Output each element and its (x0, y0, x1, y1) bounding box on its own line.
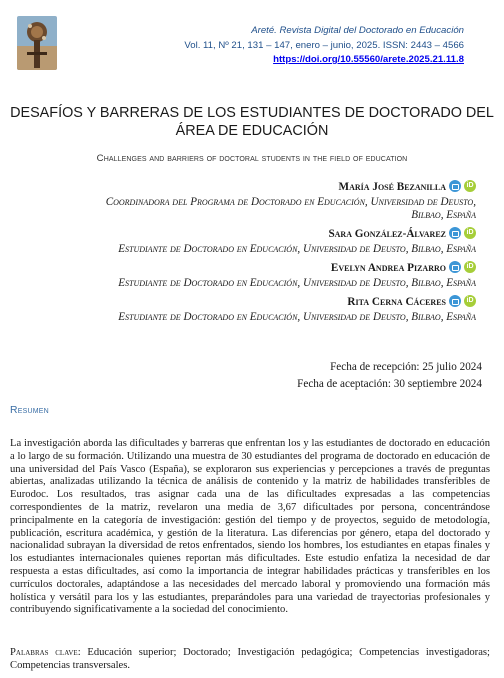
author-name: Evelyn Andrea Pizarro (330, 261, 446, 274)
paper-subtitle: Challenges and barriers of doctoral students in the field of education (96, 153, 408, 164)
email-icon[interactable] (449, 261, 461, 273)
paper-title-line-2: ÁREA DE EDUCACIÓN (175, 123, 329, 139)
author-list (6, 178, 476, 327)
abstract-heading: Resumen (10, 405, 49, 416)
author-name: Rita Cerna Cáceres (347, 295, 446, 308)
orcid-icon[interactable]: iD (464, 180, 476, 192)
journal-logo (17, 16, 57, 70)
author-name: María José Bezanilla (338, 180, 446, 193)
paper-title-line-1: DESAFÍOS Y BARRERAS DE LOS ESTUDIANTES DE DOCTORADO DEL (10, 105, 494, 121)
author-affiliation: Coordinadora del Programa de Doctorado en Educación, Universidad de Deusto, (105, 196, 476, 208)
accepted-date: Fecha de aceptación: 30 septiembre 2024 (297, 378, 482, 390)
keywords (10, 647, 490, 673)
abstract-text: La investigación aborda las dificultades y barreras que enfrentan los y las estudiantes de doctorado en educación a lo largo de su formación. Utilizando una muestra de 30 estudiantes del programa de doctorado en educación de una universidad del País Vasco (España), se exploraron sus experiencias y percepciones a través de preguntas abiertas, analizadas utilizando la técnica de análisis de contenido y la matriz de habilidades transferibles de Eurodoc. Los resultados, tras asignar cada una de las dificultades expresadas a las competencias correspondientes de la matriz, revelaron una media de 3,67 dificultades por persona, concentrándose principalmente en la categoría de investigación: gestión del tiempo y de proyectos, seguido de metodología, publicación, escritura académica, y gestión de la literatura. Las diferencias por género, etapa del doctorado y nacionalidad subrayan la diversidad de retos enfrentados, siendo los hombres, los estudiantes en etapas finales y los estudiantes internacionales quienes reportan más dificultades. Este estudio enfatiza la necesidad de dar respuesta a estas dificultades, así como la importancia de integrar habilidades prácticas y transferibles en los currículos doctorales, adaptándose a las necesidades del mercado laboral y promoviendo una formación más holística y versátil para los y las estudiantes, preparándoles para una variedad de trayectorias profesionales y contribuyendo significativamente a la sociedad del conocimiento. (10, 438, 490, 616)
paper-title (0, 104, 504, 140)
submission-dates (297, 359, 482, 393)
doi-link[interactable]: https://doi.org/10.55560/arete.2025.21.11.8 (273, 54, 464, 65)
orcid-icon[interactable]: iD (464, 295, 476, 307)
journal-name: Areté. Revista Digital del Doctorado en Educación (251, 25, 464, 36)
author-entry (6, 178, 476, 222)
email-icon[interactable] (449, 227, 461, 239)
author-entry (6, 225, 476, 256)
journal-header (184, 24, 464, 68)
author-entry (6, 293, 476, 324)
keywords-label: Palabras clave: (10, 647, 81, 658)
keywords-list: Educación superior; Doctorado; Investigación pedagógica; Competencias investigadoras; Competencias transversales. (10, 647, 490, 671)
author-affiliation-location: Bilbao, España (411, 209, 476, 221)
author-affiliation: Estudiante de Doctorado en Educación, Universidad de Deusto, Bilbao, España (118, 277, 476, 289)
orcid-icon[interactable]: iD (464, 227, 476, 239)
journal-volume: Vol. 11, Nº 21, 131 – 147, enero – junio, 2025. ISSN: 2443 – 4566 (184, 39, 464, 51)
received-date: Fecha de recepción: 25 julio 2024 (330, 361, 482, 373)
email-icon[interactable] (449, 180, 461, 192)
author-affiliation: Estudiante de Doctorado en Educación, Universidad de Deusto, Bilbao, España (118, 243, 476, 255)
author-name: Sara González-Álvarez (328, 227, 446, 240)
orcid-icon[interactable]: iD (464, 261, 476, 273)
author-entry (6, 259, 476, 290)
author-affiliation: Estudiante de Doctorado en Educación, Universidad de Deusto, Bilbao, España (118, 311, 476, 323)
email-icon[interactable] (449, 295, 461, 307)
